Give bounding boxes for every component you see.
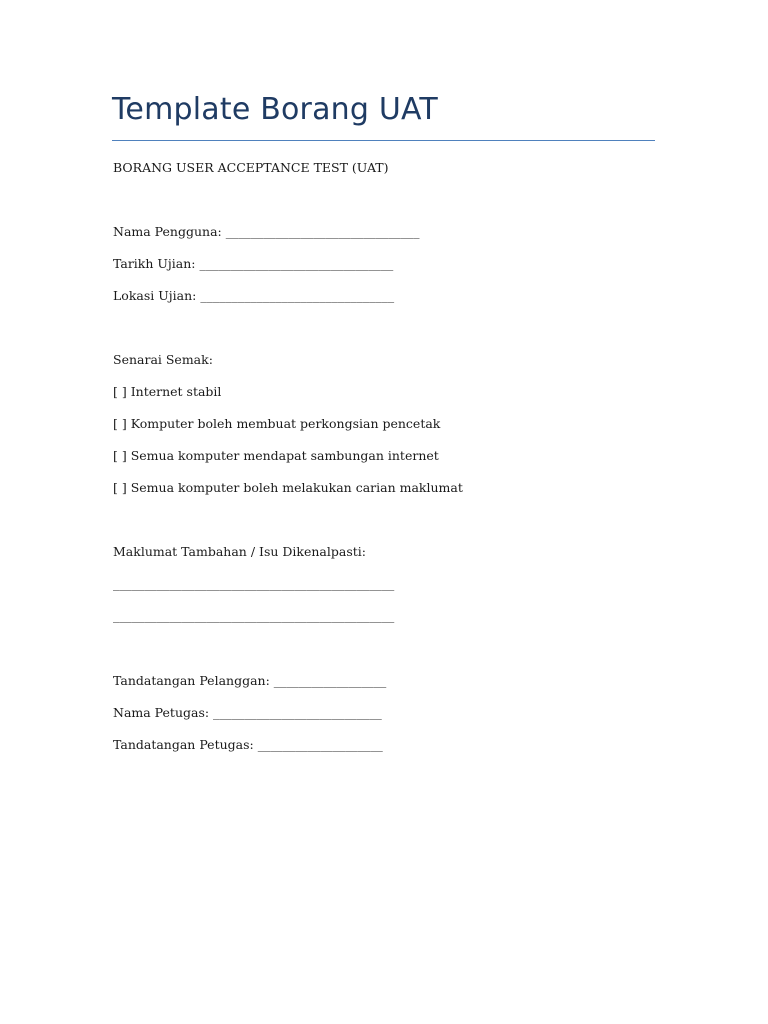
notes-line: _____________________________________________	[113, 608, 395, 623]
signature-petugas: Tandatangan Petugas: ____________________	[113, 737, 383, 752]
form-subtitle: BORANG USER ACCEPTANCE TEST (UAT)	[113, 160, 389, 175]
title-divider	[112, 140, 655, 141]
checklist-item: [ ] Internet stabil	[113, 384, 222, 399]
notes-heading: Maklumat Tambahan / Isu Dikenalpasti:	[113, 544, 366, 559]
field-nama-pengguna: Nama Pengguna: _______________________________	[113, 224, 420, 239]
checklist-item: [ ] Komputer boleh membuat perkongsian pencetak	[113, 416, 441, 431]
field-nama-petugas: Nama Petugas: ___________________________	[113, 705, 382, 720]
notes-line: _____________________________________________	[113, 576, 395, 591]
checklist-heading: Senarai Semak:	[113, 352, 213, 367]
document-title: Template Borang UAT	[112, 92, 438, 127]
checklist-item: [ ] Semua komputer mendapat sambungan internet	[113, 448, 439, 463]
field-tarikh-ujian: Tarikh Ujian: _______________________________	[113, 256, 394, 271]
field-lokasi-ujian: Lokasi Ujian: _______________________________	[113, 288, 395, 303]
signature-pelanggan: Tandatangan Pelanggan: __________________	[113, 673, 387, 688]
checklist-item: [ ] Semua komputer boleh melakukan carian maklumat	[113, 480, 463, 495]
